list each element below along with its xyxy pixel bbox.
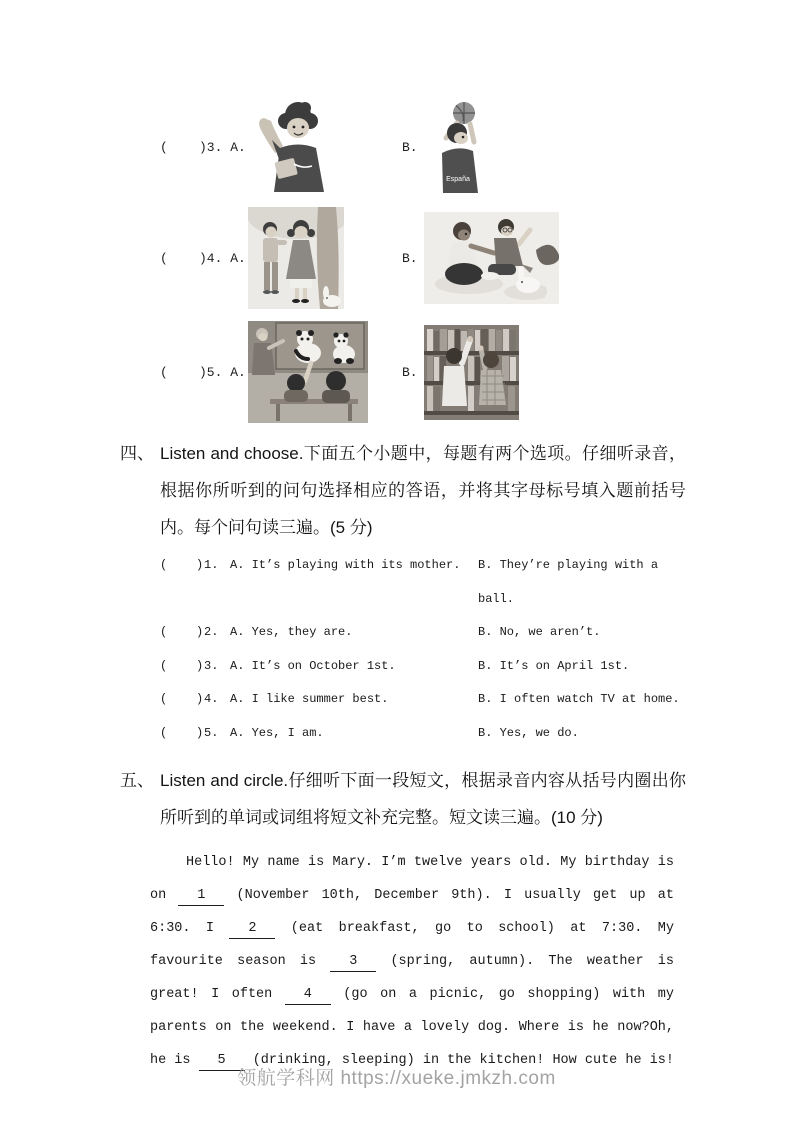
choose-item-2	[160, 616, 686, 650]
choose-item-5	[160, 717, 686, 751]
option-a-text: A. I like summer best.	[230, 692, 389, 706]
listening-passage	[150, 846, 674, 1077]
section-four-instructions: Listen and choose.下面五个小题中，每题有两个选项。仔细听录音，根据你所听到的问句选择相应的答语，并将其字母标号填入题前括号内。每个问句读三遍。(5 分)	[160, 444, 686, 537]
option-a-text: A. It’s on October 1st.	[230, 658, 396, 673]
library-bookshelf-image	[424, 325, 519, 420]
passage-text: Hello! My name is Mary. I’m twelve years old. My birthday is on	[150, 855, 674, 903]
item-number: 3.	[204, 658, 219, 673]
question-4-label: ( )4. A.	[160, 250, 246, 266]
passage-blank-4: 4	[285, 986, 331, 1005]
item-number: 2.	[204, 625, 219, 639]
passage-text: (drinking, sleeping) in the kitchen! How cute he is!	[244, 1053, 674, 1068]
passage-blank-1: 1	[178, 887, 224, 906]
answer-parentheses: ( )	[160, 625, 204, 639]
section-five-number: 五、	[120, 771, 154, 790]
boy-waving-image	[248, 100, 336, 195]
picture-question-row-3	[160, 100, 793, 195]
question-3-option-b	[424, 100, 482, 195]
passage-blank-5: 5	[199, 1052, 245, 1071]
option-b-text: B. I often watch TV at home.	[478, 692, 680, 706]
question-4-b-label: B.	[402, 250, 418, 266]
passage-text: (go on a picnic, go shopping) with my parents on the weekend. I have a lovely dog. Where is he now?Oh, he is	[150, 987, 674, 1068]
picture-question-row-4	[160, 207, 793, 309]
option-a-text: A. Yes, they are.	[230, 625, 353, 639]
section-four-number: 四、	[120, 444, 154, 463]
option-b-text: B. They’re playing with a ball.	[478, 558, 659, 606]
section-listen-and-circle	[120, 762, 686, 1077]
watermark-text: 领航学科网 https://xueke.jmkzh.com	[237, 1068, 556, 1089]
boy-basketball-image	[424, 100, 482, 195]
item-number: 1.	[204, 558, 219, 572]
option-b-text: B. Yes, we do.	[478, 725, 579, 740]
answer-parentheses: ( )	[160, 692, 204, 706]
answer-parentheses: ( )	[160, 558, 204, 572]
option-b-text: B. No, we aren’t.	[478, 625, 601, 639]
classroom-panda-lesson-image	[248, 321, 368, 423]
passage-text: (spring, autumn). The weather is great! I often	[150, 954, 674, 1002]
question-3-label: ( )3. A.	[160, 140, 246, 155]
watermark-footer	[0, 1063, 793, 1090]
choose-item-1	[160, 549, 686, 616]
section-listen-and-choose	[120, 435, 686, 750]
picture-question-row-5	[160, 321, 793, 423]
passage-text: (November 10th, December 9th). I usually get up at 6:30. I	[150, 888, 674, 936]
passage-text: (eat breakfast, go to school) at 7:30. My favourite season is	[150, 921, 674, 969]
question-4-option-b	[424, 212, 559, 304]
section-five-heading	[120, 762, 686, 836]
question-3-option-a	[248, 100, 402, 195]
children-with-rabbits-image	[424, 212, 559, 304]
choose-item-4	[160, 683, 686, 717]
listen-choose-items	[160, 549, 686, 750]
question-5-option-a	[248, 321, 402, 423]
section-four-heading	[120, 435, 686, 546]
student-right	[483, 352, 499, 368]
passage-blank-3: 3	[330, 953, 376, 972]
item-number: 5.	[204, 725, 219, 740]
answer-parentheses: ( )	[160, 658, 204, 673]
question-5-option-b	[424, 325, 519, 420]
section-five-instructions: Listen and circle.仔细听下面一段短文，根据录音内容从括号内圈出你所听到的单词或词组将短文补充完整。短文读三遍。(10 分)	[160, 771, 686, 827]
children-under-tree-image	[248, 207, 344, 309]
option-a-text: A. It’s playing with its mother.	[230, 558, 461, 572]
question-3-b-label: B.	[402, 140, 418, 155]
passage-blank-2: 2	[229, 920, 275, 939]
question-5-label: ( )5. A.	[160, 364, 246, 380]
question-4-option-a	[248, 207, 402, 309]
student-2	[326, 371, 346, 391]
books-row-2	[427, 356, 516, 381]
item-number: 4.	[204, 692, 219, 706]
option-a-text: A. Yes, I am.	[230, 725, 324, 740]
student-left	[446, 348, 462, 364]
student-1	[287, 374, 305, 392]
question-5-b-label: B.	[402, 364, 418, 380]
shirt-text: España	[446, 176, 470, 183]
picture-choice-section	[0, 0, 793, 423]
choose-item-3	[160, 650, 686, 684]
answer-parentheses: ( )	[160, 725, 204, 740]
option-b-text: B. It’s on April 1st.	[478, 658, 630, 673]
